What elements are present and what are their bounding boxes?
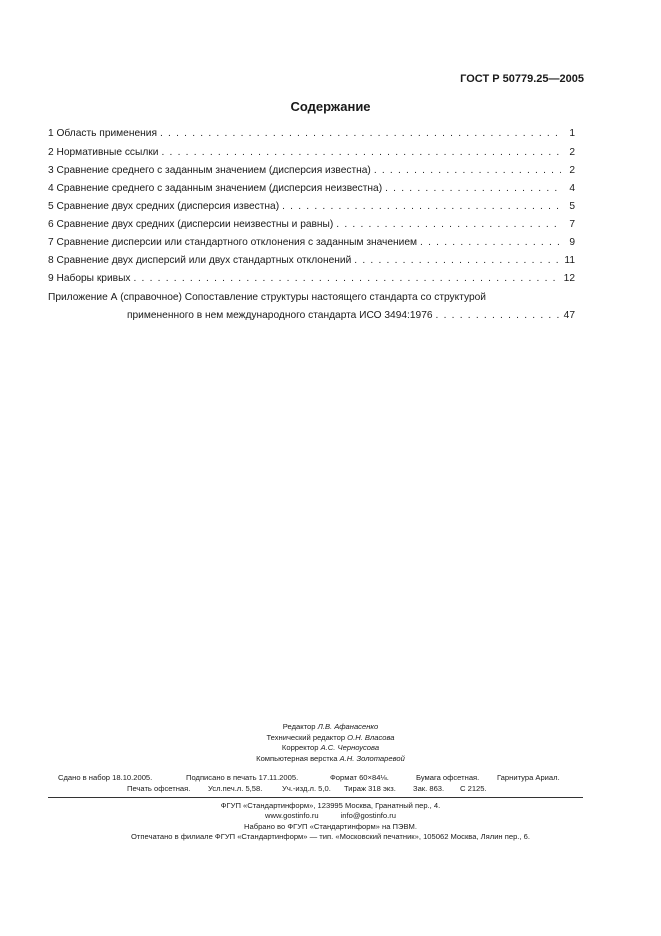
toc-title: Содержание (290, 99, 371, 114)
toc-leader (420, 237, 561, 248)
toc-leader (133, 273, 559, 284)
footer-typeset: Набрано во ФГУП «Стандартинформ» на ПЭВМ. (244, 821, 417, 831)
toc-appendix-page: 47 (563, 310, 575, 321)
toc-leader (161, 147, 561, 158)
imprint-print-run: Тираж 318 экз. (344, 784, 396, 793)
toc-entry[interactable] (48, 128, 575, 143)
toc-entry-page: 7 (569, 219, 575, 230)
toc-entry-label: 7 Сравнение дисперсии или стандартного отклонения с заданным значением (48, 237, 418, 248)
toc-entry-label: 6 Сравнение двух средних (дисперсии неизвестны и равны) (48, 219, 334, 230)
credit-layout: Компьютерная верстка А.Н. Золотаревой (256, 753, 405, 763)
credit-tech-editor: Технический редактор О.Н. Власова (266, 732, 395, 742)
toc-entry-page: 2 (569, 165, 575, 176)
footer-contacts (0, 811, 661, 821)
toc-entry[interactable] (48, 273, 575, 288)
toc-entry[interactable] (48, 183, 575, 198)
imprint-format: Формат 60×84⅛. (330, 773, 389, 782)
toc-appendix-label: примененного в нем международного стандарта ИСО 3494:1976 (127, 310, 433, 321)
toc-entry-label: 8 Сравнение двух дисперсий или двух стандартных отклонений (48, 255, 352, 266)
toc-entry[interactable] (48, 165, 575, 180)
toc-entry-page: 11 (564, 255, 575, 266)
toc-entry[interactable] (48, 219, 575, 234)
footer-web-link[interactable]: www.gostinfo.ru (264, 811, 319, 821)
imprint-typeset-date: Сдано в набор 18.10.2005. (58, 773, 153, 782)
toc-entry[interactable] (48, 147, 575, 162)
toc-leader (282, 201, 561, 212)
toc-entry[interactable] (48, 237, 575, 252)
imprint-print-type: Печать офсетная. (127, 784, 191, 793)
imprint-code: С 2125. (460, 784, 487, 793)
toc-leader (160, 128, 561, 139)
credits-block (0, 722, 661, 764)
footer-printed: Отпечатано в филиале ФГУП «Стандартинформ» — тип. «Московский печатник», 105062 Москва, Лялин пер., 6. (131, 831, 530, 841)
footer-email-link[interactable]: info@gostinfo.ru (340, 811, 397, 821)
toc-entry-page: 5 (569, 201, 575, 212)
footer-publisher: ФГУП «Стандартинформ», 123995 Москва, Гранатный пер., 4. (220, 801, 441, 810)
toc-leader (385, 183, 561, 194)
toc-entry-label: 2 Нормативные ссылки (48, 147, 159, 158)
toc-leader (336, 219, 561, 230)
toc-appendix-entry[interactable] (127, 310, 575, 325)
toc-appendix-title[interactable]: Приложение А (справочное) Сопоставление структуры настоящего стандарта со структурой (48, 292, 486, 303)
credit-editor: Редактор Л.В. Афанасенко (282, 722, 379, 731)
toc-leader (374, 165, 561, 176)
toc-entry[interactable] (48, 201, 575, 216)
toc-entry-label: 1 Область применения (48, 128, 157, 139)
imprint-order: Зак. 863. (413, 784, 445, 793)
toc-entry-page: 2 (569, 147, 575, 158)
toc-entry-page: 9 (569, 237, 575, 248)
toc-entry-page: 12 (563, 273, 575, 284)
imprint-paper: Бумага офсетная. (416, 773, 480, 782)
toc-entry-label: 3 Сравнение среднего с заданным значением (дисперсия известна) (48, 165, 371, 176)
toc-leader (436, 310, 560, 321)
toc-entry-label: 9 Наборы кривых (48, 273, 131, 284)
credit-proofreader: Корректор А.С. Черноусова (281, 743, 380, 752)
imprint-publisher-sheets: Уч.-изд.л. 5,0. (282, 784, 331, 793)
footer-block (0, 801, 661, 842)
toc-entry-label: 5 Сравнение двух средних (дисперсия известна) (48, 201, 280, 212)
toc-entry-page: 1 (569, 128, 575, 139)
standard-code: ГОСТ Р 50779.25—2005 (460, 73, 584, 85)
imprint-print-sheets: Усл.печ.л. 5,58. (208, 784, 263, 793)
toc-entry-page: 4 (569, 183, 575, 194)
toc-leader (354, 255, 560, 266)
toc-entry-label: 4 Сравнение среднего с заданным значением (дисперсия неизвестна) (48, 183, 383, 194)
footer-divider (48, 797, 583, 798)
imprint-signed-date: Подписано в печать 17.11.2005. (186, 773, 299, 782)
toc-entry[interactable] (48, 255, 575, 270)
imprint-font: Гарнитура Ариал. (497, 773, 560, 782)
